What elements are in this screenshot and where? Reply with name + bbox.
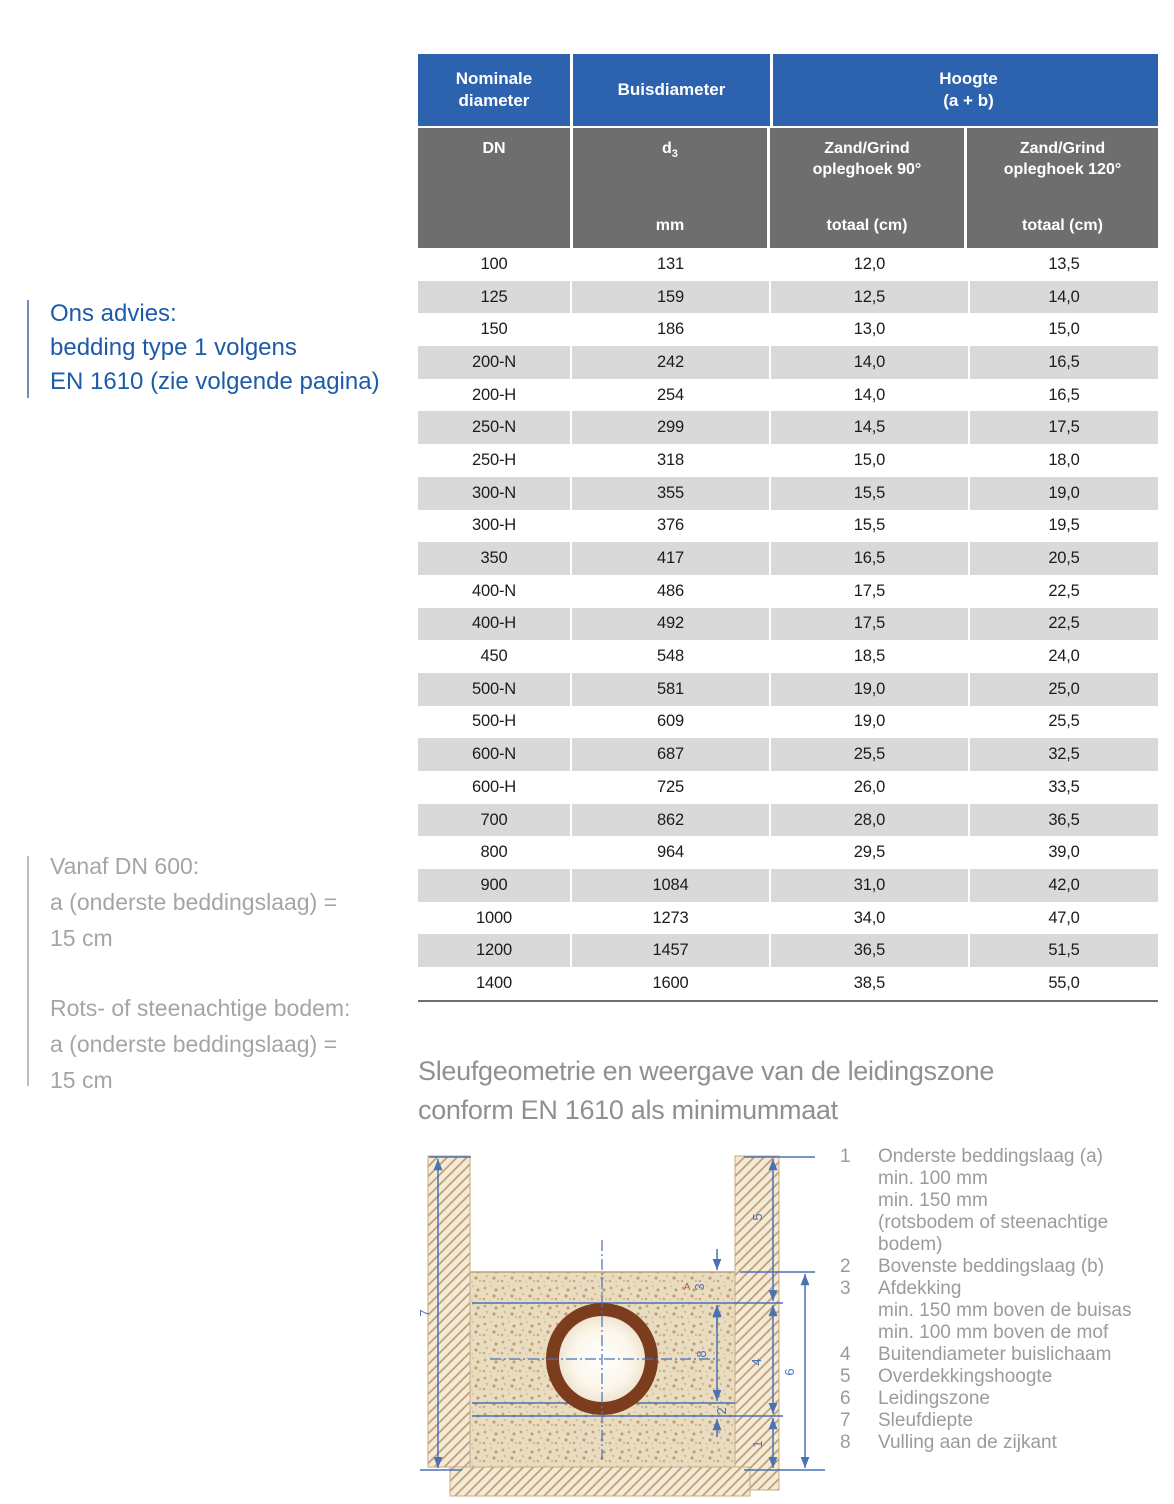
table-row bbox=[418, 575, 1158, 608]
table-cell: 609 bbox=[570, 706, 769, 739]
table-cell: 862 bbox=[570, 804, 769, 837]
table-cell: 900 bbox=[480, 875, 508, 894]
table-cell: 17,5 bbox=[769, 575, 968, 608]
table-cell: 200-H bbox=[472, 385, 516, 404]
table-cell: 14,0 bbox=[769, 346, 968, 379]
table-cell: 500-H bbox=[472, 712, 516, 731]
table-row bbox=[418, 281, 1158, 314]
dim-label-3: 3 bbox=[692, 1283, 707, 1291]
legend-item bbox=[840, 1278, 1174, 1344]
legend-item-text: Buitendiameter buislichaam bbox=[878, 1344, 1112, 1365]
dim-label-1: 1 bbox=[750, 1440, 765, 1448]
table-cell: 13,5 bbox=[968, 248, 1158, 281]
table-cell: 254 bbox=[570, 379, 769, 412]
table-body bbox=[418, 248, 1158, 1000]
table-cell: 16,5 bbox=[968, 379, 1158, 412]
table-row bbox=[418, 934, 1158, 967]
table-cell: 29,5 bbox=[769, 836, 968, 869]
table-row bbox=[418, 444, 1158, 477]
table-cell: 450 bbox=[480, 647, 508, 666]
note-line: Rots- of steenachtige bodem: bbox=[50, 995, 351, 1021]
advice-accent-bar bbox=[27, 300, 29, 398]
table-cell: 33,5 bbox=[968, 771, 1158, 804]
table-cell: 42,0 bbox=[968, 869, 1158, 902]
table-row bbox=[418, 738, 1158, 771]
legend bbox=[840, 1146, 1174, 1454]
legend-item-number: 8 bbox=[840, 1432, 851, 1453]
subheader-dn bbox=[418, 128, 570, 248]
table-cell: 1200 bbox=[476, 941, 512, 960]
table-cell: 17,5 bbox=[968, 411, 1158, 444]
table-row bbox=[418, 608, 1158, 641]
header-hoogte-line2: (a + b) bbox=[943, 91, 994, 110]
table-row bbox=[418, 411, 1158, 444]
dim-label-8: 8 bbox=[694, 1350, 709, 1358]
table-cell: 400-H bbox=[472, 614, 516, 633]
table-cell: 14,0 bbox=[769, 379, 968, 412]
note-dn600 bbox=[50, 848, 337, 956]
dim-label-2: 2 bbox=[714, 1407, 729, 1415]
note-line: a (onderste beddingslaag) = bbox=[50, 1031, 338, 1057]
table-cell: 581 bbox=[570, 673, 769, 706]
table-cell: 14,0 bbox=[968, 281, 1158, 314]
table-cell: 18,0 bbox=[968, 444, 1158, 477]
table-cell: 24,0 bbox=[968, 640, 1158, 673]
dim-label-5: 5 bbox=[750, 1213, 765, 1221]
table-cell: 318 bbox=[570, 444, 769, 477]
table-row bbox=[418, 771, 1158, 804]
note-line: Vanaf DN 600: bbox=[50, 853, 200, 879]
table-cell: 200-N bbox=[472, 352, 516, 371]
table-cell: 250-N bbox=[472, 418, 516, 437]
table-header-main bbox=[418, 54, 1158, 126]
table-cell: 32,5 bbox=[968, 738, 1158, 771]
table-cell: 51,5 bbox=[968, 934, 1158, 967]
table-row bbox=[418, 640, 1158, 673]
dim-label-6: 6 bbox=[782, 1368, 797, 1376]
legend-item-text: Bovenste beddingslaag (b) bbox=[878, 1256, 1105, 1277]
table-header-sub bbox=[418, 128, 1158, 248]
notes-accent-bar bbox=[27, 856, 29, 1086]
subheader-d3 bbox=[570, 128, 767, 248]
table-cell: 19,0 bbox=[968, 477, 1158, 510]
legend-item bbox=[840, 1366, 1174, 1388]
table-cell: 20,5 bbox=[968, 542, 1158, 575]
legend-item-text: Overdekkingshoogte bbox=[878, 1366, 1053, 1387]
table-row bbox=[418, 477, 1158, 510]
table-cell: 150 bbox=[480, 320, 508, 339]
table-cell: 299 bbox=[570, 411, 769, 444]
subheader-opleghoek-90-label: Zand/Grind opleghoek 90° bbox=[812, 140, 922, 178]
table-row bbox=[418, 313, 1158, 346]
subheader-d3-symbol: $d_3$ bbox=[662, 140, 678, 161]
table-cell: 36,5 bbox=[769, 934, 968, 967]
trench-diagram bbox=[410, 1140, 830, 1504]
legend-item-number: 1 bbox=[840, 1146, 851, 1167]
subheader-opleghoek-90 bbox=[767, 128, 964, 248]
legend-item bbox=[840, 1410, 1174, 1432]
table-cell: 14,5 bbox=[769, 411, 968, 444]
table-cell: 16,5 bbox=[769, 542, 968, 575]
legend-item-text: Leidingszone bbox=[878, 1388, 990, 1409]
table-cell: 1084 bbox=[570, 869, 769, 902]
table-cell: 25,0 bbox=[968, 673, 1158, 706]
table-cell: 18,5 bbox=[769, 640, 968, 673]
table-cell: 242 bbox=[570, 346, 769, 379]
table-cell: 350 bbox=[480, 549, 508, 568]
table-cell: 600-H bbox=[472, 777, 516, 796]
table-cell: 600-N bbox=[472, 745, 516, 764]
table-cell: 22,5 bbox=[968, 608, 1158, 641]
advice-line: EN 1610 (zie volgende pagina) bbox=[50, 368, 380, 395]
note-rocky-soil bbox=[50, 990, 350, 1098]
header-nominale-diameter: Nominale diameter bbox=[455, 69, 533, 110]
trench-left-wall bbox=[428, 1156, 470, 1467]
table-cell: 1000 bbox=[476, 908, 512, 927]
table-cell: 15,5 bbox=[769, 510, 968, 543]
table-cell: 159 bbox=[570, 281, 769, 314]
subheader-opleghoek-120-label: Zand/Grind opleghoek 120° bbox=[1003, 140, 1122, 178]
advice-line: bedding type 1 volgens bbox=[50, 334, 297, 361]
section-title bbox=[418, 1052, 994, 1130]
table-row bbox=[418, 346, 1158, 379]
legend-item bbox=[840, 1432, 1174, 1454]
table-cell: 400-N bbox=[472, 581, 516, 600]
legend-item bbox=[840, 1146, 1174, 1256]
table-cell: 964 bbox=[570, 836, 769, 869]
table-row bbox=[418, 542, 1158, 575]
table-cell: 25,5 bbox=[769, 738, 968, 771]
table-cell: 25,5 bbox=[968, 706, 1158, 739]
table-cell: 1457 bbox=[570, 934, 769, 967]
legend-item-text: Afdekking min. 150 mm boven de buisas min. 100 mm boven de mof bbox=[878, 1278, 1132, 1343]
advice-note bbox=[50, 297, 380, 399]
table-cell: 800 bbox=[480, 843, 508, 862]
section-title-line1: Sleufgeometrie en weergave van de leidingszone bbox=[418, 1056, 995, 1086]
table-cell: 131 bbox=[570, 248, 769, 281]
table-cell: 700 bbox=[480, 810, 508, 829]
table-cell: 355 bbox=[570, 477, 769, 510]
table-cell: 16,5 bbox=[968, 346, 1158, 379]
table-cell: 486 bbox=[570, 575, 769, 608]
table-cell: 26,0 bbox=[769, 771, 968, 804]
table-row bbox=[418, 673, 1158, 706]
table-cell: 38,5 bbox=[769, 967, 968, 1000]
table-cell: 250-H bbox=[472, 450, 516, 469]
table-cell: 39,0 bbox=[968, 836, 1158, 869]
subheader-opleghoek-120-unit: totaal (cm) bbox=[1022, 217, 1103, 234]
table-row bbox=[418, 902, 1158, 935]
table-cell: 47,0 bbox=[968, 902, 1158, 935]
table-cell: 100 bbox=[480, 254, 508, 273]
section-title-line2: conform EN 1610 als minimummaat bbox=[418, 1095, 838, 1125]
table-cell: 500-N bbox=[472, 679, 516, 698]
legend-item-text: Vulling aan de zijkant bbox=[878, 1432, 1057, 1453]
legend-item bbox=[840, 1256, 1174, 1278]
table-cell: 300-N bbox=[472, 483, 516, 502]
table-cell: 548 bbox=[570, 640, 769, 673]
legend-item bbox=[840, 1344, 1174, 1366]
table-cell: 725 bbox=[570, 771, 769, 804]
table-cell: 19,0 bbox=[769, 673, 968, 706]
table-cell: 492 bbox=[570, 608, 769, 641]
note-line: 15 cm bbox=[50, 925, 113, 951]
table-cell: 31,0 bbox=[769, 869, 968, 902]
table-cell: 1400 bbox=[476, 973, 512, 992]
table-cell: 1600 bbox=[570, 967, 769, 1000]
header-hoogte-line1: Hoogte bbox=[939, 69, 998, 88]
table-cell: 15,0 bbox=[769, 444, 968, 477]
table-cell: 22,5 bbox=[968, 575, 1158, 608]
note-line: 15 cm bbox=[50, 1067, 113, 1093]
legend-item-text: Onderste beddingslaag (a) min. 100 mm min. 150 mm (rotsbodem of steenachtige bodem) bbox=[878, 1146, 1109, 1255]
table-row bbox=[418, 804, 1158, 837]
legend-item-number: 5 bbox=[840, 1366, 851, 1387]
subheader-dn-label: DN bbox=[482, 140, 506, 157]
table-cell: 15,5 bbox=[769, 477, 968, 510]
table-cell: 186 bbox=[570, 313, 769, 346]
legend-item-number: 2 bbox=[840, 1256, 851, 1277]
table-cell: 19,0 bbox=[769, 706, 968, 739]
table-cell: 300-H bbox=[472, 516, 516, 535]
legend-item-number: 3 bbox=[840, 1278, 851, 1299]
note-line: a (onderste beddingslaag) = bbox=[50, 889, 338, 915]
legend-item-number: 4 bbox=[840, 1344, 851, 1365]
table-cell: 36,5 bbox=[968, 804, 1158, 837]
advice-line: Ons advies: bbox=[50, 300, 177, 327]
table-cell: 19,5 bbox=[968, 510, 1158, 543]
header-hoogte bbox=[770, 54, 1164, 126]
subheader-opleghoek-120 bbox=[964, 128, 1158, 248]
pipe-dimension-table bbox=[418, 54, 1158, 1002]
table-cell: 687 bbox=[570, 738, 769, 771]
table-cell: 34,0 bbox=[769, 902, 968, 935]
table-cell: 17,5 bbox=[769, 608, 968, 641]
legend-item bbox=[840, 1388, 1174, 1410]
table-cell: 376 bbox=[570, 510, 769, 543]
dim-marker-a: A bbox=[683, 1282, 691, 1293]
table-cell: 13,0 bbox=[769, 313, 968, 346]
table-cell: 1273 bbox=[570, 902, 769, 935]
table-row bbox=[418, 248, 1158, 281]
table-cell: 55,0 bbox=[968, 967, 1158, 1000]
trench-bottom bbox=[450, 1467, 750, 1496]
table-cell: 15,0 bbox=[968, 313, 1158, 346]
legend-item-number: 7 bbox=[840, 1410, 851, 1431]
table-row bbox=[418, 967, 1158, 1000]
legend-item-text: Sleufdiepte bbox=[878, 1410, 974, 1431]
table-row bbox=[418, 379, 1158, 412]
table-row bbox=[418, 706, 1158, 739]
header-buisdiameter: Buisdiameter bbox=[570, 54, 770, 126]
dim-label-4: 4 bbox=[749, 1358, 764, 1366]
table-cell: 12,0 bbox=[769, 248, 968, 281]
table-cell: 417 bbox=[570, 542, 769, 575]
subheader-d3-unit: mm bbox=[655, 217, 685, 234]
table-row bbox=[418, 869, 1158, 902]
table-row bbox=[418, 510, 1158, 543]
table-cell: 12,5 bbox=[769, 281, 968, 314]
table-row bbox=[418, 836, 1158, 869]
table-cell: 125 bbox=[480, 287, 508, 306]
subheader-opleghoek-90-unit: totaal (cm) bbox=[826, 217, 908, 234]
table-cell: 28,0 bbox=[769, 804, 968, 837]
legend-item-number: 6 bbox=[840, 1388, 851, 1409]
dim-label-7: 7 bbox=[417, 1309, 432, 1317]
